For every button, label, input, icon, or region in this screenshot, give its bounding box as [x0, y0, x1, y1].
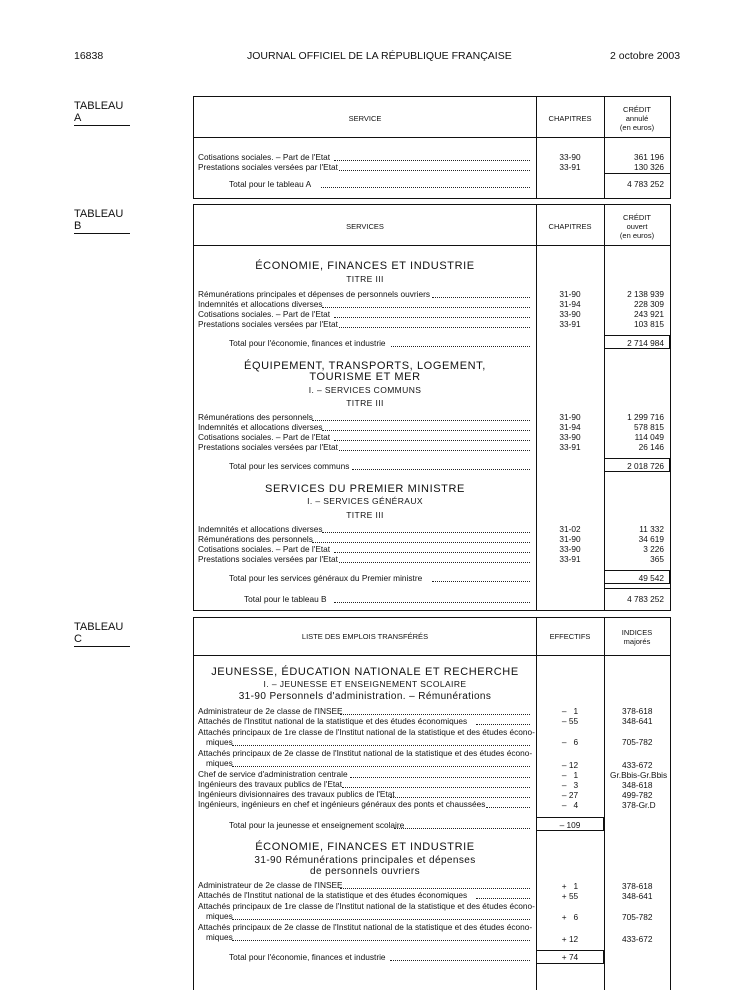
row-indice: 433-672 — [622, 760, 653, 770]
row-indice: 378-Gr.D — [622, 800, 656, 810]
titre-heading: TITRE III — [346, 510, 384, 520]
row-amount: 228 309 — [634, 299, 664, 309]
row-label: Rémunérations principales et dépenses de personnels ouvriers — [198, 289, 430, 299]
total-label: Total pour le tableau A — [229, 179, 312, 189]
row-effectif: – 1 — [561, 706, 579, 716]
col-service: SERVICE — [348, 114, 382, 123]
total-effectif: – 109 — [559, 820, 581, 830]
tableau-c-label: TABLEAU C — [74, 621, 130, 647]
row-label: Attachés principaux de 1re classe de l'Institut national de la statistique et des études écono- — [198, 727, 535, 737]
row-chap: 31-94 — [559, 299, 581, 309]
row-label: Prestations sociales versées par l'Etat — [198, 442, 338, 452]
row-chap: 31-90 — [559, 289, 581, 299]
row-amount: 1 299 716 — [627, 412, 664, 422]
row-effectif: – 3 — [561, 780, 579, 790]
row-effectif: + 55 — [561, 891, 579, 901]
row-indice: 705-782 — [622, 912, 653, 922]
row-label: Chef de service d'administration centrale — [198, 769, 348, 779]
row-indice: 348-641 — [622, 716, 653, 726]
total-label: Total pour les services communs — [229, 461, 350, 471]
grand-total-amount: 4 783 252 — [627, 594, 664, 604]
section-title: ÉCONOMIE, FINANCES ET INDUSTRIE — [255, 841, 475, 853]
chapter-heading: 31-90 Personnels d'administration. – Rémunérations — [238, 691, 492, 702]
row-label: Rémunérations des personnels — [198, 534, 313, 544]
row-effectif: – 1 — [561, 770, 579, 780]
section-title: ÉQUIPEMENT, TRANSPORTS, LOGEMENT, — [244, 360, 486, 372]
row-label: Administrateur de 2e classe de l'INSEE — [198, 880, 343, 890]
row-label: Administrateur de 2e classe de l'INSEE — [198, 706, 343, 716]
row-indice: 348-641 — [622, 891, 653, 901]
row-effectif: + 1 — [561, 881, 579, 891]
row-effectif: – 12 — [561, 760, 579, 770]
row-label-cont: miques — [206, 758, 233, 768]
row-effectif: – 4 — [561, 800, 579, 810]
row-label-cont: miques — [206, 932, 233, 942]
total-amount: 2 018 726 — [627, 461, 664, 471]
row-indice: 499-782 — [622, 790, 653, 800]
row-label: Attachés principaux de 1re classe de l'Institut national de la statistique et des études écono- — [198, 901, 535, 911]
total-label: Total pour la jeunesse et enseignement scolaire — [229, 820, 405, 830]
section-subtitle: I. – JEUNESSE ET ENSEIGNEMENT SCOLAIRE — [263, 679, 467, 689]
page-number: 16838 — [74, 50, 104, 62]
col-chapitres: CHAPITRES — [548, 114, 592, 123]
row-amount: 243 921 — [634, 309, 664, 319]
issue-date: 2 octobre 2003 — [610, 50, 681, 62]
row-chap: 33-90 — [559, 309, 581, 319]
col-liste: LISTE DES EMPLOIS TRANSFÉRÉS — [301, 632, 429, 641]
row-label: Ingénieurs des travaux publics de l'Etat — [198, 779, 343, 789]
row-label-cont: miques — [206, 911, 233, 921]
total-amount: 2 714 984 — [627, 338, 664, 348]
total-amount: 49 542 — [638, 573, 664, 583]
row-indice: Gr.Bbis-Gr.Bbis — [610, 770, 668, 780]
tableau-a — [193, 96, 671, 199]
row-chap: 33-91 — [559, 319, 581, 329]
row-label: Indemnités et allocations diverses — [198, 524, 323, 534]
row-label: Prestations sociales versées par l'Etat — [198, 554, 338, 564]
row-chap: 33-91 — [559, 162, 581, 172]
titre-heading: TITRE III — [346, 274, 384, 284]
row-indice: 348-618 — [622, 780, 653, 790]
row-label: Prestations sociales versées par l'Etat — [198, 319, 338, 329]
row-amount: 130 326 — [634, 162, 664, 172]
row-chap: 33-91 — [559, 442, 581, 452]
col-indices: INDICES majorés — [621, 628, 653, 646]
tableau-b — [193, 204, 671, 611]
total-effectif: + 74 — [561, 952, 579, 962]
row-chap: 31-90 — [559, 412, 581, 422]
tableau-b-label: TABLEAU B — [74, 208, 130, 234]
chapter-heading-2: de personnels ouvriers — [310, 866, 420, 877]
section-title: SERVICES DU PREMIER MINISTRE — [265, 483, 465, 495]
row-indice: 433-672 — [622, 934, 653, 944]
row-label: Cotisations sociales. – Part de l'Etat — [198, 309, 331, 319]
row-chap: 33-91 — [559, 554, 581, 564]
total-amount: 4 783 252 — [627, 179, 664, 189]
row-effectif: + 12 — [561, 934, 579, 944]
section-title: JEUNESSE, ÉDUCATION NATIONALE ET RECHERCHE — [211, 666, 519, 678]
col-effectifs: EFFECTIFS — [549, 632, 591, 641]
row-label: Attachés principaux de 2e classe de l'Institut national de la statistique et des études écono- — [198, 922, 533, 932]
row-indice: 705-782 — [622, 737, 653, 747]
row-label: Cotisations sociales. – Part de l'Etat — [198, 432, 331, 442]
row-label: Ingénieurs, ingénieurs en chef et ingénieurs généraux des ponts et chaussées — [198, 799, 486, 809]
row-chap: 33-90 — [559, 544, 581, 554]
row-label: Indemnités et allocations diverses — [198, 299, 323, 309]
grand-total-label: Total pour le tableau B — [244, 594, 327, 604]
row-chap: 33-90 — [559, 432, 581, 442]
section-subtitle: I. – SERVICES GÉNÉRAUX — [307, 496, 423, 506]
row-chap: 31-02 — [559, 524, 581, 534]
row-chap: 31-90 — [559, 534, 581, 544]
col-chapitres: CHAPITRES — [548, 222, 592, 231]
col-credit: CRÉDIT annulé (en euros) — [619, 105, 655, 132]
row-label-cont: miques — [206, 737, 233, 747]
total-label: Total pour l'économie, finances et industrie — [229, 338, 386, 348]
row-label: Prestations sociales versées par l'Etat — [198, 162, 338, 172]
section-subtitle: I. – SERVICES COMMUNS — [308, 385, 422, 395]
row-amount: 114 049 — [634, 432, 664, 442]
row-indice: 378-618 — [622, 706, 653, 716]
total-label: Total pour les services généraux du Premier ministre — [229, 573, 423, 583]
row-label: Rémunérations des personnels — [198, 412, 313, 422]
row-amount: 365 — [650, 554, 664, 564]
row-label: Cotisations sociales. – Part de l'Etat — [198, 544, 331, 554]
row-effectif: – 6 — [561, 737, 579, 747]
row-amount: 34 619 — [638, 534, 664, 544]
titre-heading: TITRE III — [346, 398, 384, 408]
col-services: SERVICES — [346, 222, 384, 231]
row-amount: 26 146 — [638, 442, 664, 452]
total-label: Total pour l'économie, finances et industrie — [229, 952, 386, 962]
row-amount: 361 196 — [634, 152, 664, 162]
row-effectif: + 6 — [561, 912, 579, 922]
row-amount: 3 226 — [643, 544, 664, 554]
row-label: Attachés principaux de 2e classe de l'Institut national de la statistique et des études écono- — [198, 748, 533, 758]
tableau-c — [193, 617, 671, 990]
row-label: Attachés de l'Institut national de la statistique et des études économiques — [198, 890, 468, 900]
chapter-heading: 31-90 Rémunérations principales et dépenses — [254, 855, 476, 866]
row-amount: 2 138 939 — [627, 289, 664, 299]
row-label: Cotisations sociales. – Part de l'Etat — [198, 152, 331, 162]
row-effectif: – 55 — [561, 716, 579, 726]
row-amount: 103 815 — [634, 319, 664, 329]
col-credit: CRÉDIT ouvert (en euros) — [619, 213, 655, 240]
row-label: Attachés de l'Institut national de la statistique et des études économiques — [198, 716, 468, 726]
section-title-2: TOURISME ET MER — [309, 371, 421, 383]
row-chap: 33-90 — [559, 152, 581, 162]
row-amount: 11 332 — [639, 524, 664, 534]
row-amount: 578 815 — [634, 422, 664, 432]
row-chap: 31-94 — [559, 422, 581, 432]
row-label: Ingénieurs divisionnaires des travaux publics de l'Etat — [198, 789, 395, 799]
tableau-a-label: TABLEAU A — [74, 100, 130, 126]
journal-title: JOURNAL OFFICIEL DE LA RÉPUBLIQUE FRANÇAISE — [247, 50, 512, 62]
row-label: Indemnités et allocations diverses — [198, 422, 323, 432]
row-effectif: – 27 — [561, 790, 579, 800]
section-title: ÉCONOMIE, FINANCES ET INDUSTRIE — [255, 260, 475, 272]
row-indice: 378-618 — [622, 881, 653, 891]
